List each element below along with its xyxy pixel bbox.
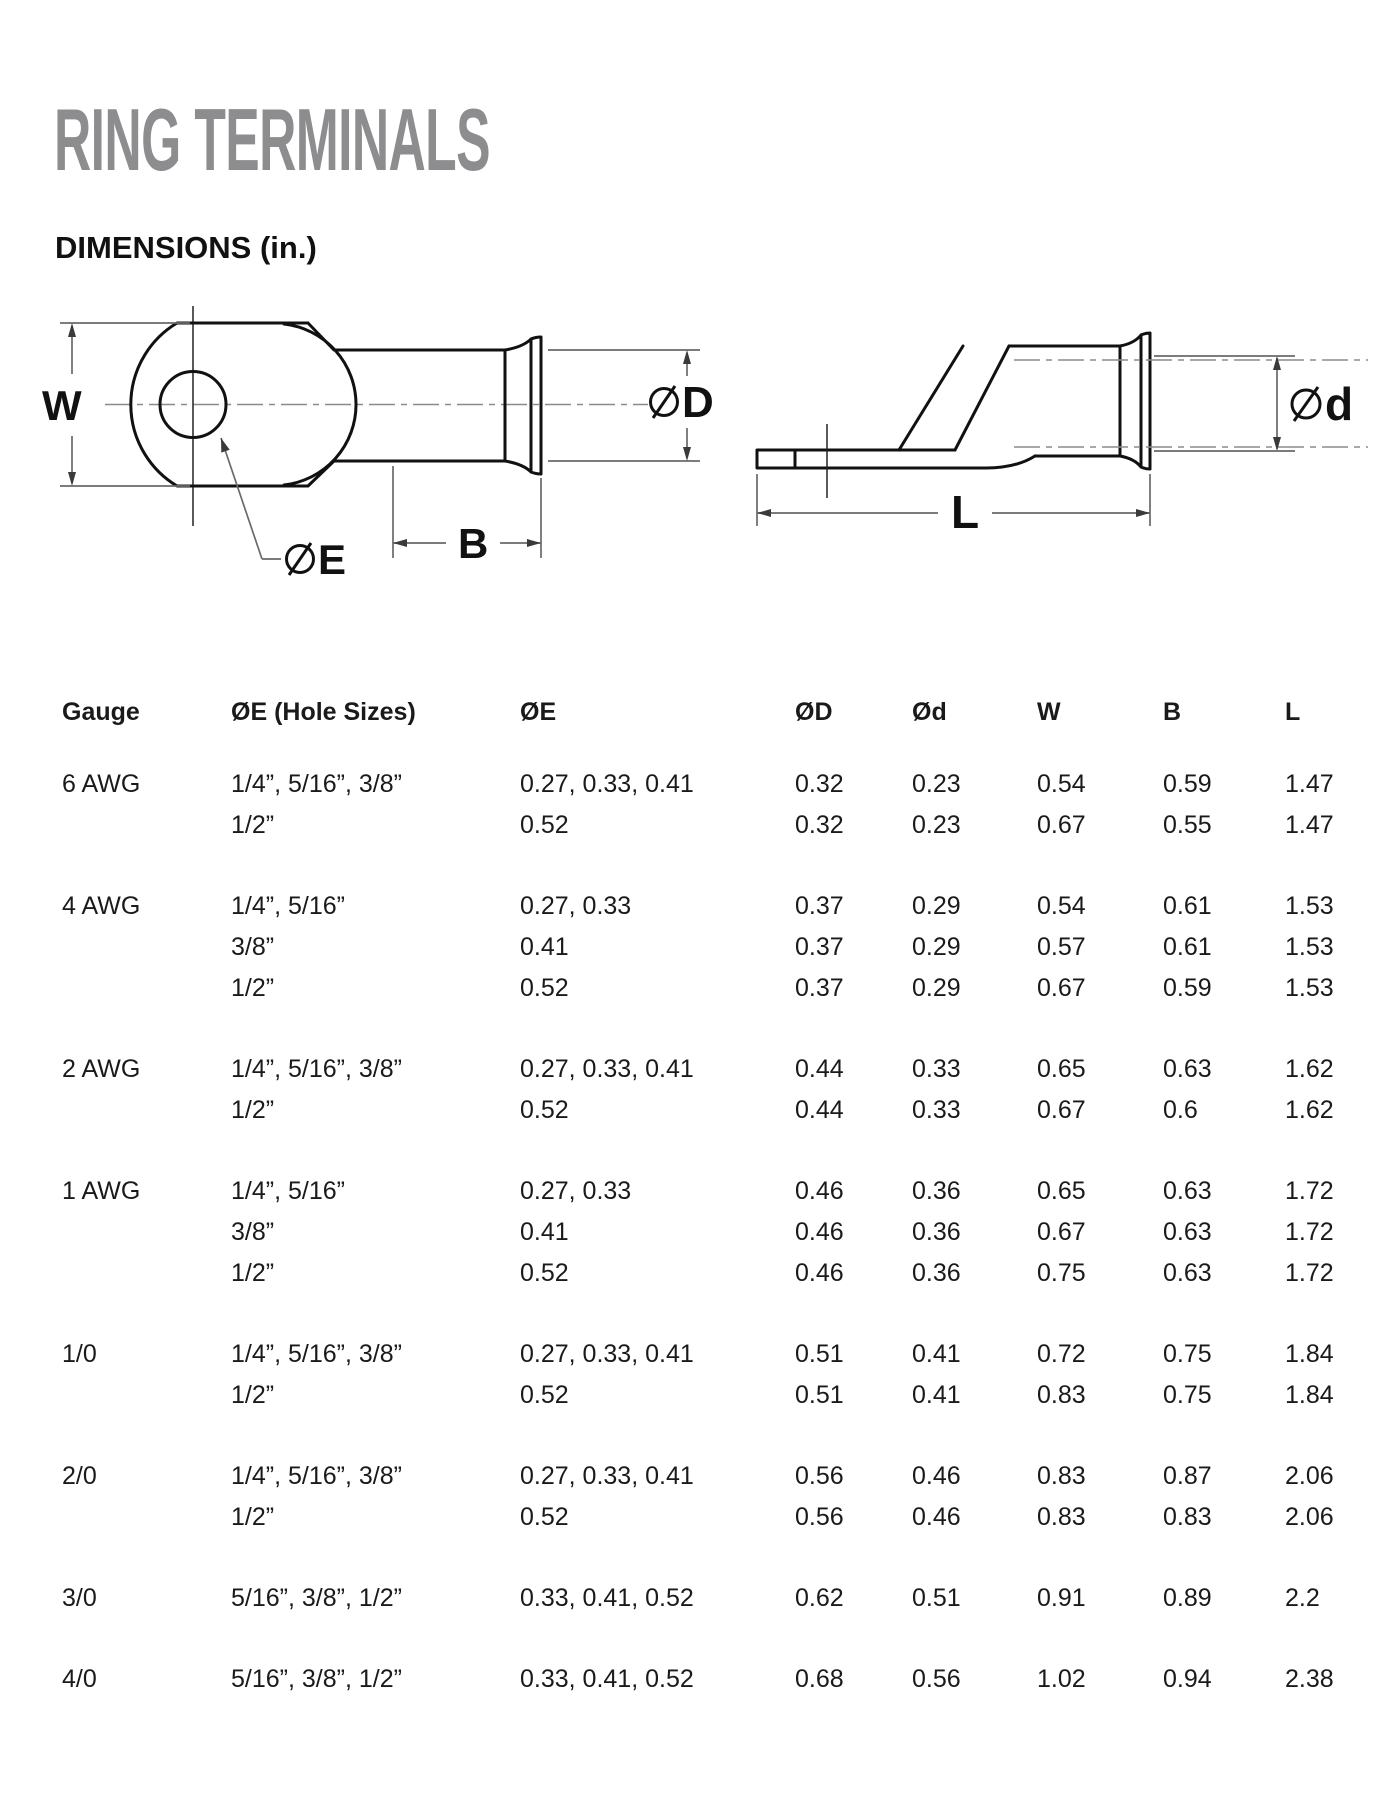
value-cell: 0.41	[520, 933, 569, 961]
value-cell: 0.52	[520, 811, 569, 839]
value-cell: 0.75	[1037, 1259, 1086, 1287]
value-cell: 1/4”, 5/16”, 3/8”	[231, 1462, 402, 1490]
value-cell: 0.29	[912, 892, 961, 920]
value-cell: 1.47	[1285, 770, 1334, 798]
barrel-outline	[1009, 346, 1120, 456]
value-cell: 1.47	[1285, 811, 1334, 839]
column-header: ØE (Hole Sizes)	[231, 698, 416, 726]
table-row	[62, 764, 1362, 805]
table-row	[62, 968, 1362, 1009]
gauge-group	[62, 1334, 1362, 1416]
value-cell: 0.27, 0.33, 0.41	[520, 1055, 694, 1083]
value-cell: 0.67	[1037, 1096, 1086, 1124]
value-cell: 0.67	[1037, 1218, 1086, 1246]
value-cell: 1.53	[1285, 974, 1334, 1002]
value-cell: 1/4”, 5/16”, 3/8”	[231, 1055, 402, 1083]
gauge-cell	[62, 927, 231, 968]
gauge-group	[62, 1049, 1362, 1131]
value-cell: 1/2”	[231, 974, 275, 1002]
table-row	[62, 805, 1362, 846]
table-row	[62, 1578, 1362, 1619]
value-cell: 0.33	[912, 1055, 961, 1083]
value-cell: 1/2”	[231, 811, 275, 839]
value-cell: 0.51	[795, 1340, 844, 1368]
value-cell: 0.56	[795, 1503, 844, 1531]
gauge-group	[62, 764, 1362, 846]
gauge-group	[62, 1171, 1362, 1294]
value-cell: 0.57	[1037, 933, 1086, 961]
gauge-cell: 2/0	[62, 1462, 97, 1490]
l-label: L	[951, 486, 980, 538]
value-cell: 0.37	[795, 892, 844, 920]
barrel-flare	[505, 337, 541, 474]
column-header: W	[1037, 698, 1061, 726]
value-cell: 1.02	[1037, 1665, 1086, 1693]
value-cell: 1/4”, 5/16”, 3/8”	[231, 1340, 402, 1368]
table-row	[62, 1212, 1362, 1253]
value-cell: 0.63	[1163, 1218, 1212, 1246]
value-cell: 3/8”	[231, 933, 275, 961]
value-cell: 0.52	[520, 1096, 569, 1124]
value-cell: 0.46	[912, 1462, 961, 1490]
gauge-group	[62, 886, 1362, 1009]
value-cell: 1.72	[1285, 1259, 1334, 1287]
table-header-row	[62, 692, 1362, 733]
dimension-diagrams	[0, 268, 1400, 618]
gauge-cell: 2 AWG	[62, 1055, 141, 1083]
value-cell: 5/16”, 3/8”, 1/2”	[231, 1665, 402, 1693]
value-cell: 1.62	[1285, 1096, 1334, 1124]
column-header: Ød	[912, 698, 947, 726]
value-cell: 0.61	[1163, 892, 1212, 920]
value-cell: 0.44	[795, 1055, 844, 1083]
value-cell: 0.61	[1163, 933, 1212, 961]
gauge-group	[62, 1456, 1362, 1538]
table-row	[62, 1253, 1362, 1294]
value-cell: 1/2”	[231, 1259, 275, 1287]
value-cell: 0.83	[1037, 1503, 1086, 1531]
value-cell: 0.46	[795, 1177, 844, 1205]
value-cell: 0.37	[795, 933, 844, 961]
value-cell: 0.51	[912, 1584, 961, 1612]
value-cell: 0.41	[912, 1340, 961, 1368]
gauge-cell	[62, 1090, 231, 1131]
gauge-cell: 6 AWG	[62, 770, 141, 798]
value-cell: 0.63	[1163, 1177, 1212, 1205]
value-cell: 1/2”	[231, 1503, 275, 1531]
value-cell: 0.56	[795, 1462, 844, 1490]
value-cell: 1.62	[1285, 1055, 1334, 1083]
value-cell: 0.83	[1163, 1503, 1212, 1531]
value-cell: 0.65	[1037, 1177, 1086, 1205]
value-cell: 0.68	[795, 1665, 844, 1693]
gauge-group	[62, 1659, 1362, 1700]
table-row	[62, 1334, 1362, 1375]
value-cell: 0.27, 0.33	[520, 1177, 632, 1205]
value-cell: 2.06	[1285, 1462, 1334, 1490]
value-cell: 0.67	[1037, 811, 1086, 839]
value-cell: 0.75	[1163, 1340, 1212, 1368]
value-cell: 0.91	[1037, 1584, 1086, 1612]
gauge-cell: 1 AWG	[62, 1177, 141, 1205]
gauge-cell	[62, 805, 231, 846]
gauge-cell	[62, 1497, 231, 1538]
gauge-cell: 4/0	[62, 1665, 97, 1693]
value-cell: 2.06	[1285, 1503, 1334, 1531]
dimension-l	[757, 474, 1150, 538]
value-cell: 0.51	[795, 1381, 844, 1409]
value-cell: 0.52	[520, 1259, 569, 1287]
gauge-cell: 1/0	[62, 1340, 97, 1368]
value-cell: 1.72	[1285, 1218, 1334, 1246]
value-cell: 0.54	[1037, 770, 1086, 798]
column-header: ØE	[520, 698, 557, 726]
oe-label: E	[318, 536, 347, 583]
dimensions-table	[62, 692, 1362, 1700]
value-cell: 0.32	[795, 770, 844, 798]
value-cell: 0.52	[520, 974, 569, 1002]
barrel-flare	[1120, 333, 1150, 469]
value-cell: 1.84	[1285, 1381, 1334, 1409]
value-cell: 1/4”, 5/16”	[231, 892, 345, 920]
table-row	[62, 1497, 1362, 1538]
value-cell: 1.72	[1285, 1177, 1334, 1205]
ring-terminal-top-view	[42, 306, 714, 583]
value-cell: 2.38	[1285, 1665, 1334, 1693]
diameter-symbol	[1292, 387, 1320, 421]
value-cell: 0.29	[912, 974, 961, 1002]
value-cell: 0.89	[1163, 1584, 1212, 1612]
gauge-cell	[62, 1212, 231, 1253]
dimension-b	[393, 466, 541, 567]
value-cell: 0.83	[1037, 1381, 1086, 1409]
table-row	[62, 1049, 1362, 1090]
value-cell: 0.27, 0.33, 0.41	[520, 770, 694, 798]
w-label: W	[42, 382, 82, 429]
value-cell: 0.83	[1037, 1462, 1086, 1490]
value-cell: 3/8”	[231, 1218, 275, 1246]
value-cell: 0.46	[795, 1218, 844, 1246]
table-row	[62, 1375, 1362, 1416]
table-row	[62, 886, 1362, 927]
diameter-symbol	[287, 543, 314, 575]
value-cell: 0.54	[1037, 892, 1086, 920]
b-label: B	[458, 520, 489, 567]
value-cell: 0.32	[795, 811, 844, 839]
diameter-symbol	[651, 386, 678, 418]
value-cell: 0.23	[912, 811, 961, 839]
value-cell: 0.75	[1163, 1381, 1212, 1409]
value-cell: 0.67	[1037, 974, 1086, 1002]
value-cell: 0.33, 0.41, 0.52	[520, 1584, 694, 1612]
value-cell: 0.27, 0.33, 0.41	[520, 1462, 694, 1490]
dimension-oe-callout	[221, 438, 346, 583]
tongue-outline	[757, 450, 986, 468]
value-cell: 0.59	[1163, 770, 1212, 798]
gauge-cell: 3/0	[62, 1584, 97, 1612]
value-cell: 0.55	[1163, 811, 1212, 839]
value-cell: 1/4”, 5/16”	[231, 1177, 345, 1205]
neck-bottom-transition	[986, 456, 1035, 468]
value-cell: 1.53	[1285, 933, 1334, 961]
neck-slope-far	[899, 346, 963, 450]
value-cell: 0.63	[1163, 1055, 1212, 1083]
page-title: RING TERMINALS	[54, 90, 490, 190]
value-cell: 0.52	[520, 1503, 569, 1531]
value-cell: 0.41	[912, 1381, 961, 1409]
value-cell: 0.33	[912, 1096, 961, 1124]
column-header: B	[1163, 698, 1182, 726]
dimensions-table-body	[62, 764, 1362, 1700]
value-cell: 0.6	[1163, 1096, 1198, 1124]
table-row	[62, 927, 1362, 968]
value-cell: 0.46	[912, 1503, 961, 1531]
value-cell: 0.36	[912, 1177, 961, 1205]
column-header: L	[1285, 698, 1301, 726]
value-cell: 1/4”, 5/16”, 3/8”	[231, 770, 402, 798]
gauge-group	[62, 1578, 1362, 1619]
value-cell: 0.44	[795, 1096, 844, 1124]
value-cell: 0.72	[1037, 1340, 1086, 1368]
value-cell: 0.46	[795, 1259, 844, 1287]
table-row	[62, 1659, 1362, 1700]
value-cell: 0.27, 0.33, 0.41	[520, 1340, 694, 1368]
dimension-od	[548, 350, 714, 461]
value-cell: 0.56	[912, 1665, 961, 1693]
od-label: D	[682, 378, 714, 427]
value-cell: 1/2”	[231, 1381, 275, 1409]
value-cell: 0.63	[1163, 1259, 1212, 1287]
gauge-cell	[62, 1253, 231, 1294]
value-cell: 0.29	[912, 933, 961, 961]
table-row	[62, 1171, 1362, 1212]
value-cell: 0.41	[520, 1218, 569, 1246]
gauge-cell	[62, 968, 231, 1009]
value-cell: 0.52	[520, 1381, 569, 1409]
table-row	[62, 1090, 1362, 1131]
value-cell: 5/16”, 3/8”, 1/2”	[231, 1584, 402, 1612]
od-small-label: d	[1325, 378, 1354, 430]
value-cell: 2.2	[1285, 1584, 1320, 1612]
value-cell: 1.84	[1285, 1340, 1334, 1368]
value-cell: 1.53	[1285, 892, 1334, 920]
section-heading: DIMENSIONS (in.)	[55, 230, 317, 265]
gauge-cell	[62, 1375, 231, 1416]
value-cell: 0.23	[912, 770, 961, 798]
gauge-cell: 4 AWG	[62, 892, 141, 920]
dimension-od-small	[1154, 356, 1353, 451]
value-cell: 0.94	[1163, 1665, 1212, 1693]
table-row	[62, 1456, 1362, 1497]
value-cell: 0.87	[1163, 1462, 1212, 1490]
value-cell: 1/2”	[231, 1096, 275, 1124]
ring-terminal-side-view	[757, 333, 1368, 538]
value-cell: 0.59	[1163, 974, 1212, 1002]
value-cell: 0.27, 0.33	[520, 892, 632, 920]
value-cell: 0.62	[795, 1584, 844, 1612]
value-cell: 0.36	[912, 1259, 961, 1287]
neck-slope-near	[955, 346, 1009, 450]
value-cell: 0.65	[1037, 1055, 1086, 1083]
column-header: Gauge	[62, 698, 140, 726]
column-header: ØD	[795, 698, 833, 726]
value-cell: 0.37	[795, 974, 844, 1002]
value-cell: 0.33, 0.41, 0.52	[520, 1665, 694, 1693]
value-cell: 0.36	[912, 1218, 961, 1246]
